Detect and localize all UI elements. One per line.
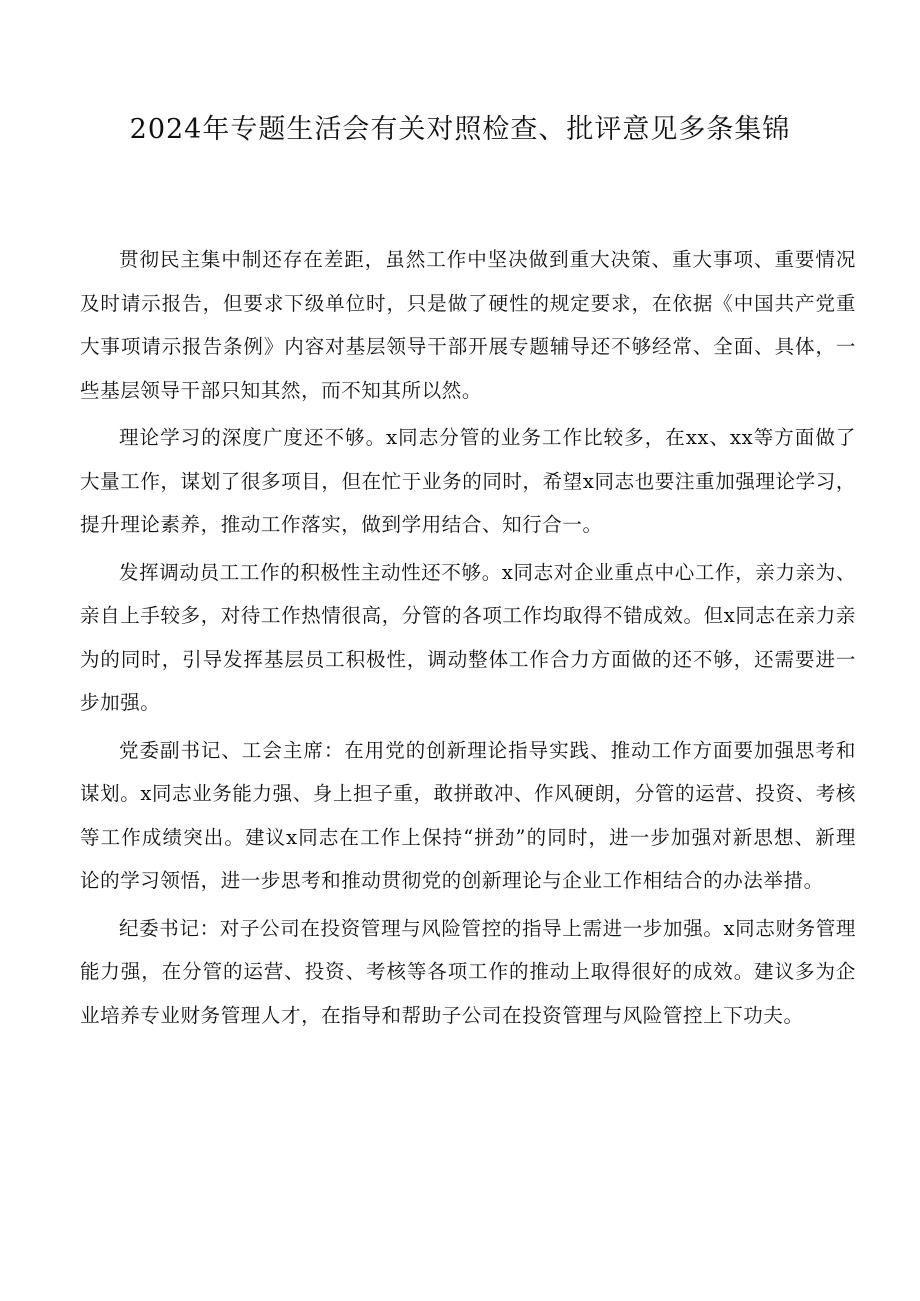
paragraph-deputy-secretary: 党委副书记、工会主席：在用党的创新理论指导实践、推动工作方面要加强思考和谋划。x同志业务能力强、身上担子重，敢拼敢冲、作风硬朗，分管的运营、投资、考核等工作成绩突出。建议x同志在工作上保持“拼劲”的同时，进一步加强对新思想、新理论的学习领悟，进一步思考和推动贯彻党的创新理论与企业工作相结合的办法举措。 — [80, 738, 856, 892]
document-title: 2024年专题生活会有关对照检查、批评意见多条集锦 — [129, 114, 791, 145]
paragraph-discipline-secretary: 纪委书记：对子公司在投资管理与风险管控的指导上需进一步加强。x同志财务管理能力强，在分管的运营、投资、考核等各项工作的推动上取得很好的成效。建议多为企业培养专业财务管理人才，在指导和帮助子公司在投资管理与风险管控上下功夫。 — [80, 916, 856, 1027]
paragraph-staff-motivation: 发挥调动员工工作的积极性主动性还不够。x同志对企业重点中心工作，亲力亲为、亲自上手较多，对待工作热情很高，分管的各项工作均取得不错成效。但x同志在亲力亲为的同时，引导发挥基层员工积极性，调动整体工作合力方面做的还不够，还需要进一步加强。 — [80, 560, 856, 714]
paragraph-theory-study: 理论学习的深度广度还不够。x同志分管的业务工作比较多，在xx、xx等方面做了大量工作，谋划了很多项目，但在忙于业务的同时，希望x同志也要注重加强理论学习，提升理论素养，推动工作落实，做到学用结合、知行合一。 — [80, 426, 856, 536]
paragraph-democratic-centralism: 贯彻民主集中制还存在差距，虽然工作中坚决做到重大决策、重大事项、重要情况及时请示报告，但要求下级单位时，只是做了硬性的规定要求，在依据《中国共产党重大事项请示报告条例》内容对基层领导干部开展专题辅导还不够经常、全面、具体，一些基层领导干部只知其然，而不知其所以然。 — [80, 248, 856, 402]
document-body — [80, 238, 856, 1041]
